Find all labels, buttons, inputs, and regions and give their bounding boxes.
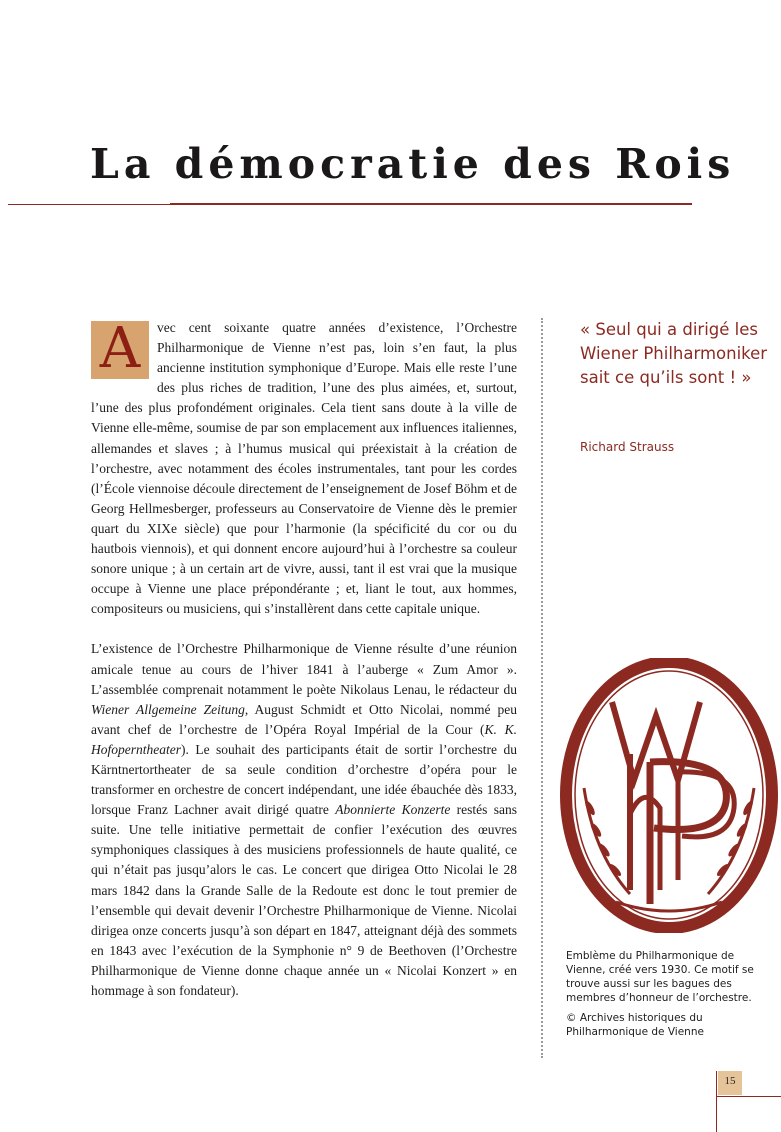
philharmonic-emblem-image: [560, 658, 778, 933]
drop-cap: A: [91, 321, 149, 379]
pull-quote: « Seul qui a dirigé les Wiener Philharmoniker sait ce qu’ils sont ! »: [580, 320, 768, 387]
paragraph-2-text-c: ). Le souhait des participants était de sortir l’orchestre du Kärntnertortheater de sa seule condition d’orchestre d’opéra pour le transformer en orchestre de concert indépendant, une idée ébauchée dès 1833, lorsque Franz Lachner avait dirigé quatre: [91, 741, 517, 818]
article-body: [91, 318, 517, 1001]
paragraph-2-italic-concerts: Abonnierte Konzerte: [335, 802, 451, 818]
corner-rule-horizontal: [716, 1096, 781, 1097]
article-paragraph-1: [91, 318, 517, 619]
corner-rule-vertical: [716, 1071, 717, 1132]
emblem-caption: Emblème du Philharmonique de Vienne, créé vers 1930. Ce motif se trouve aussi sur les bagues des membres d’honneur de l’orchestre.: [566, 950, 754, 1004]
column-divider: [541, 318, 543, 1058]
paragraph-2-italic-theater: K. K. Hofoperntheater: [91, 721, 517, 757]
paragraph-2-text-a: L’existence de l’Orchestre Philharmonique de Vienne résulte d’une réunion amicale tenue au cours de l’hiver 1841 à l’auberge « Zum Amor ». L’assemblée comprenait notamment le poète Nikolaus Lenau, le rédacteur du: [91, 641, 517, 697]
paragraph-2-text-b: , August Schmidt et Otto Nicolai, nommé peu avant chef de l’orchestre de l’Opéra Royal Impérial de la Cour (: [91, 701, 517, 737]
quote-author: Richard Strauss: [580, 440, 675, 454]
page-title: La démocratie des Rois: [90, 140, 736, 188]
emblem-credit: © Archives historiques du Philharmonique de Vienne: [566, 1012, 704, 1038]
paragraph-1-text: vec cent soixante quatre années d’existence, l’Orchestre Philharmonique de Vienne n’est pas, loin s’en faut, la plus ancienne institution symphonique d’Europe. Mais elle reste l’une des plus riches de tradition, l’une des plus aimées, et, surtout, l’une des plus profondément originales. Cela tient sans doute à la ville de Vienne elle-même, soumise de par son emplacement aux influences italiennes, allemandes et slaves ; à l’humus musical qui préexistait à la création de l’orchestre, avec notamment des écoles instrumentales, tant pour les cordes (l’École viennoise découle directement de l’enseignement de Josef Böhm et de Georg Hellmesberger, professeurs au Conservatoire de Vienne dès le premier quart du XIXe siècle) que pour l’harmonie (la spécificité du cor ou du hautbois viennois), et qui donnent encore aujourd’hui à l’orchestre sa couleur sonore unique ; à un certain art de vivre, aussi, tant il est vrai que la musique occupe à Vienne une place prépondérante ; et, liant le tout, aux hommes, compositeurs ou musiciens, qui s’installèrent dans cette capitale unique.: [91, 320, 517, 617]
page-number: 15: [718, 1071, 742, 1095]
paragraph-2-text-d: restés sans suite. Une telle initiative permettait de confier l’exécution des œuvres symphoniques classiques à des musiciens professionnels de haute qualité, ce qui n’était pas jusqu’alors le cas. Le concert que dirigea Otto Nicolai le 28 mars 1842 dans la Grande Salle de la Redoute est donc le tout premier de l’ensemble qui devait devenir l’Orchestre Philharmonique de Vienne. Nicolai dirigea onze concerts jusqu’à son départ en 1847, atteignant déjà des sommets en 1843 avec l’exécution de la Symphonie n° 9 de Beethoven (l’Orchestre Philharmonique de Vienne donne chaque année un « Nicolai Konzert » en hommage à son fondateur).: [91, 802, 517, 998]
title-rule: [8, 204, 692, 205]
paragraph-2-italic-newspaper: Wiener Allgemeine Zeitung: [91, 701, 245, 717]
article-paragraph-2: [91, 639, 517, 1001]
